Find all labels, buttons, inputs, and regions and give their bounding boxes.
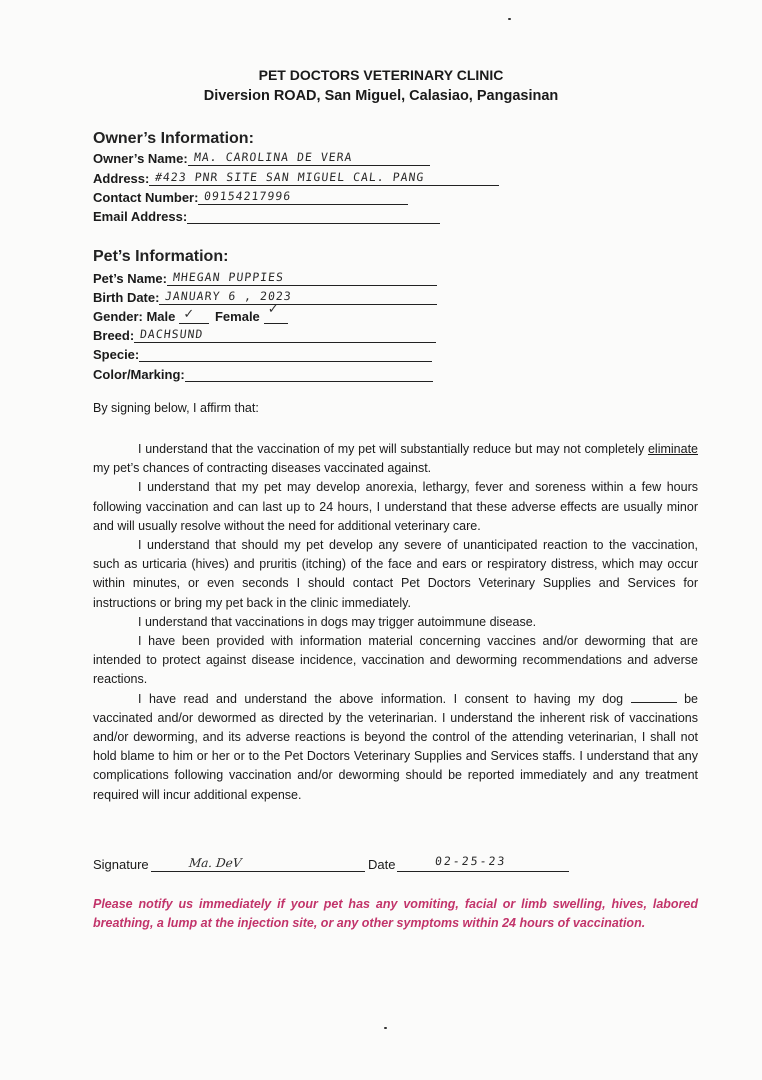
affirm-intro: By signing below, I affirm that: — [93, 401, 259, 415]
signature-line[interactable] — [151, 856, 365, 872]
owner-contact-label: Contact Number: — [93, 190, 199, 205]
date-label: Date — [368, 857, 396, 872]
owner-name-line[interactable] — [188, 150, 430, 166]
owner-name-value: MA. CAROLINA DE VERA — [192, 150, 353, 164]
owner-contact-line[interactable] — [198, 189, 408, 205]
pet-name-field — [93, 270, 437, 288]
pet-breed-value: DACHSUND — [139, 327, 205, 341]
scan-speck — [508, 18, 511, 20]
pet-specie-line[interactable] — [139, 346, 432, 362]
pet-female-label: Female — [214, 309, 260, 324]
date-line[interactable] — [397, 856, 569, 872]
pet-breed-line[interactable] — [134, 327, 436, 343]
female-checkbox-line[interactable] — [264, 302, 288, 324]
owner-email-line[interactable] — [187, 208, 440, 224]
owner-contact-value: 09154217996 — [203, 189, 293, 203]
clinic-name: PET DOCTORS VETERINARY CLINIC — [258, 67, 504, 83]
pet-birthdate-line[interactable] — [159, 289, 437, 305]
pet-gender-label: Gender: Male — [93, 309, 176, 324]
scan-speck — [384, 1027, 387, 1029]
signature-value: Ma. DeV — [187, 856, 242, 870]
pet-birthdate-field — [93, 289, 437, 307]
pet-breed-label: Breed: — [93, 328, 135, 343]
statement-1-text-b: my pet’s chances of contracting diseases vaccinated against. — [93, 461, 432, 476]
pet-breed-field — [93, 327, 436, 345]
statement-3: I understand that should my pet develop any severe of unanticipated reaction to the vaccination, such as urticaria (hives) and pruritis (itching) of the face and ears or respiratory distress, which may occur within minutes, or even seconds I should contact Pet Doctors Veterinary Supplies and Services for instructions or bring my pet back in the clinic immediately. — [93, 538, 698, 610]
pet-name-line[interactable] — [167, 270, 437, 286]
owner-section-title: Owner’s Information: — [93, 130, 254, 147]
owner-contact-field — [93, 189, 408, 207]
statement-1-text-a: I understand that the vaccination of my pet will substantially reduce but may not completely — [138, 442, 648, 456]
statement-6-text-b: be vaccinated and/or dewormed as directed by the veterinarian. I understand the inherent risk of vaccinations and/or deworming, and its adverse reactions is beyond the control of the attending veterinarian, I shall not hold blame to him or her or to the Pet Doctors Veterinary Supplies and Services staffs. I understand that any complications following vaccination and/or deworming should be reported immediately and any treatment required will incur additional expense. — [93, 691, 698, 802]
notice-text: Please notify us immediately if your pet has any vomiting, facial or limb swelling, hives, labored breathing, a lump at the injection site, or any other symptoms within 24 hours of vaccination. — [93, 897, 698, 930]
statement-1-underlined: eliminate — [647, 442, 698, 456]
owner-address-field — [93, 170, 499, 188]
statement-4: I understand that vaccinations in dogs may trigger autoimmune disease. — [138, 614, 537, 629]
female-check-icon: ✓ — [267, 302, 279, 317]
owner-address-line[interactable] — [149, 170, 499, 186]
pet-birthdate-value: JANUARY 6 , 2023 — [164, 289, 293, 303]
pet-color-line[interactable] — [185, 366, 433, 382]
male-checkbox-line[interactable] — [179, 308, 209, 324]
statement-1 — [93, 440, 698, 478]
dog-name-blank[interactable] — [631, 691, 677, 703]
pet-name-value: MHEGAN PUPPIES — [172, 270, 285, 284]
signature-label: Signature — [93, 857, 149, 872]
pet-specie-field — [93, 346, 432, 364]
pet-specie-label: Specie: — [93, 347, 140, 362]
male-check-icon: ✓ — [183, 307, 195, 322]
statement-6-text-a: I have read and understand the above information. I consent to having my dog — [138, 691, 631, 706]
owner-address-value: #423 PNR SITE SAN MIGUEL CAL. PANG — [154, 170, 426, 184]
owner-email-field — [93, 208, 440, 226]
pet-name-label: Pet’s Name: — [93, 271, 167, 286]
statement-2: I understand that my pet may develop anorexia, lethargy, fever and soreness within a few hours following vaccination and can last up to 24 hours, I understand that these adverse effects are usually minor and will usually resolve without the need for additional veterinary care. — [93, 480, 698, 533]
statement-6 — [93, 690, 698, 805]
clinic-address: Diversion ROAD, San Miguel, Calasiao, Pangasinan — [203, 88, 559, 104]
owner-name-field — [93, 150, 430, 168]
pet-gender-field — [93, 302, 288, 326]
date-field — [368, 856, 569, 874]
statement-5: I have been provided with information material concerning vaccines and/or deworming that are intended to protect against disease incidence, vaccination and deworming recommendations and adverse reactions. — [93, 634, 698, 687]
owner-address-label: Address: — [93, 171, 150, 186]
date-value: 02-25-23 — [434, 854, 508, 868]
pet-color-label: Color/Marking: — [93, 367, 185, 382]
owner-name-label: Owner’s Name: — [93, 151, 188, 166]
consent-statements — [93, 440, 698, 805]
signature-field — [93, 856, 365, 874]
pet-color-field — [93, 366, 433, 384]
owner-email-label: Email Address: — [93, 209, 188, 224]
pet-section-title: Pet’s Information: — [93, 248, 229, 265]
pet-birthdate-label: Birth Date: — [93, 290, 160, 305]
